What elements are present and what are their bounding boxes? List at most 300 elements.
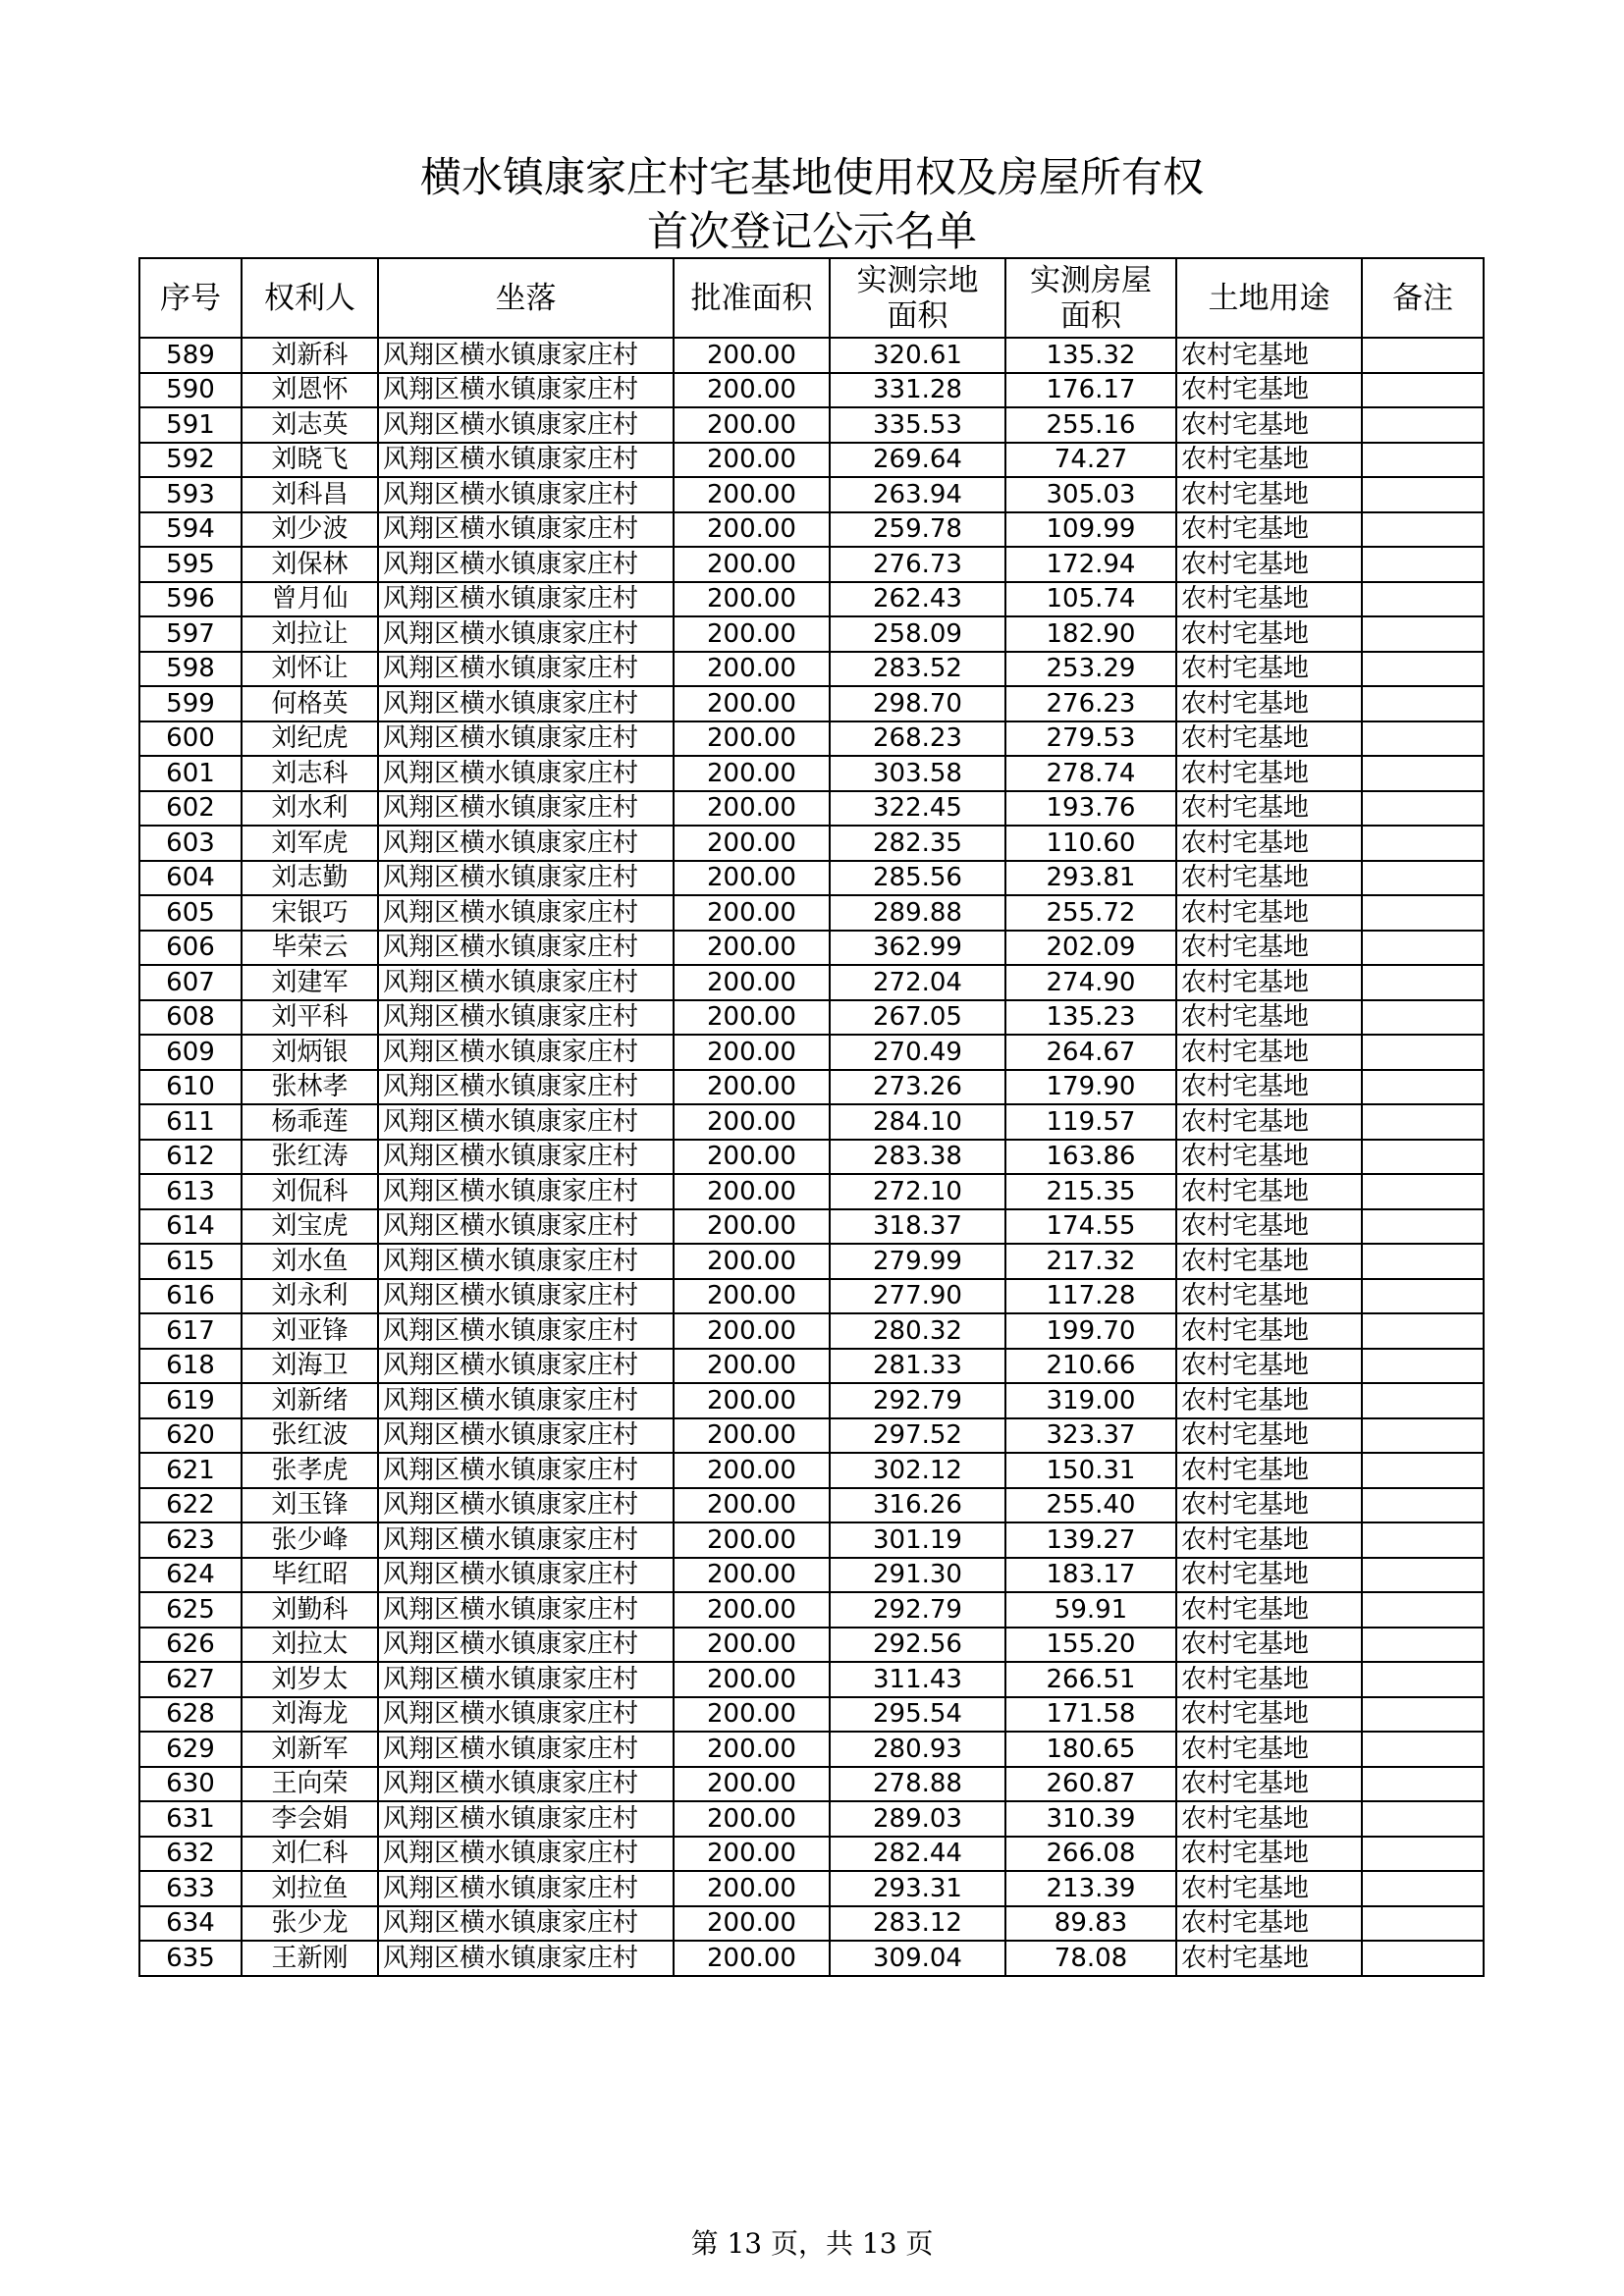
- cell-measured-house-area: 59.91: [1005, 1592, 1176, 1628]
- table-row: [139, 1801, 1484, 1837]
- cell-approved-area: 200.00: [674, 931, 830, 966]
- cell-land-use: 农村宅基地: [1176, 1174, 1362, 1209]
- cell-location: 风翔区横水镇康家庄村: [378, 1349, 674, 1384]
- table-row: [139, 1522, 1484, 1558]
- table-row: [139, 477, 1484, 512]
- table-row: [139, 1592, 1484, 1628]
- cell-remarks: [1362, 931, 1484, 966]
- cell-measured-house-area: 180.65: [1005, 1732, 1176, 1767]
- cell-seq: 616: [139, 1279, 242, 1314]
- cell-measured-land-area: 297.52: [830, 1418, 1005, 1454]
- cell-approved-area: 200.00: [674, 1732, 830, 1767]
- cell-remarks: [1362, 1000, 1484, 1036]
- cell-land-use: 农村宅基地: [1176, 1070, 1362, 1105]
- cell-approved-area: 200.00: [674, 1767, 830, 1802]
- cell-remarks: [1362, 791, 1484, 827]
- cell-land-use: 农村宅基地: [1176, 1035, 1362, 1070]
- cell-location: 风翔区横水镇康家庄村: [378, 1837, 674, 1872]
- header-remarks: 备注: [1362, 258, 1484, 338]
- cell-seq: 593: [139, 477, 242, 512]
- table-row: [139, 373, 1484, 408]
- cell-location: 风翔区横水镇康家庄村: [378, 1767, 674, 1802]
- cell-measured-land-area: 318.37: [830, 1209, 1005, 1245]
- cell-measured-land-area: 262.43: [830, 582, 1005, 617]
- table-row: [139, 338, 1484, 373]
- cell-measured-house-area: 274.90: [1005, 965, 1176, 1000]
- cell-measured-house-area: 199.70: [1005, 1313, 1176, 1349]
- cell-measured-land-area: 311.43: [830, 1662, 1005, 1697]
- cell-measured-land-area: 320.61: [830, 338, 1005, 373]
- cell-measured-house-area: 253.29: [1005, 652, 1176, 687]
- table-row: [139, 1697, 1484, 1733]
- cell-measured-house-area: 135.23: [1005, 1000, 1176, 1036]
- cell-measured-house-area: 278.74: [1005, 756, 1176, 791]
- cell-seq: 634: [139, 1906, 242, 1942]
- cell-owner: 刘新军: [242, 1732, 378, 1767]
- cell-measured-house-area: 266.08: [1005, 1837, 1176, 1872]
- cell-measured-land-area: 272.10: [830, 1174, 1005, 1209]
- cell-owner: 毕荣云: [242, 931, 378, 966]
- cell-owner: 刘海卫: [242, 1349, 378, 1384]
- cell-location: 风翔区横水镇康家庄村: [378, 1801, 674, 1837]
- cell-remarks: [1362, 1488, 1484, 1523]
- cell-seq: 597: [139, 616, 242, 652]
- cell-land-use: 农村宅基地: [1176, 1244, 1362, 1279]
- cell-land-use: 农村宅基地: [1176, 1209, 1362, 1245]
- cell-approved-area: 200.00: [674, 1070, 830, 1105]
- table-row: [139, 1209, 1484, 1245]
- cell-measured-land-area: 292.56: [830, 1628, 1005, 1663]
- cell-remarks: [1362, 1279, 1484, 1314]
- table-row: [139, 1488, 1484, 1523]
- cell-owner: 刘岁太: [242, 1662, 378, 1697]
- cell-remarks: [1362, 1697, 1484, 1733]
- cell-location: 风翔区横水镇康家庄村: [378, 1313, 674, 1349]
- table-row: [139, 861, 1484, 896]
- cell-seq: 590: [139, 373, 242, 408]
- cell-seq: 606: [139, 931, 242, 966]
- cell-location: 风翔区横水镇康家庄村: [378, 1035, 674, 1070]
- cell-location: 风翔区横水镇康家庄村: [378, 1732, 674, 1767]
- cell-location: 风翔区横水镇康家庄村: [378, 1000, 674, 1036]
- cell-measured-land-area: 295.54: [830, 1697, 1005, 1733]
- cell-seq: 625: [139, 1592, 242, 1628]
- cell-measured-land-area: 335.53: [830, 407, 1005, 443]
- cell-seq: 591: [139, 407, 242, 443]
- cell-remarks: [1362, 1383, 1484, 1418]
- cell-location: 风翔区横水镇康家庄村: [378, 443, 674, 478]
- cell-approved-area: 200.00: [674, 616, 830, 652]
- cell-owner: 张红涛: [242, 1140, 378, 1175]
- cell-approved-area: 200.00: [674, 895, 830, 931]
- cell-owner: 刘拉鱼: [242, 1871, 378, 1906]
- cell-measured-land-area: 285.56: [830, 861, 1005, 896]
- table-row: [139, 1000, 1484, 1036]
- cell-location: 风翔区横水镇康家庄村: [378, 686, 674, 721]
- cell-location: 风翔区横水镇康家庄村: [378, 1662, 674, 1697]
- cell-land-use: 农村宅基地: [1176, 1313, 1362, 1349]
- cell-location: 风翔区横水镇康家庄村: [378, 338, 674, 373]
- cell-land-use: 农村宅基地: [1176, 686, 1362, 721]
- cell-location: 风翔区横水镇康家庄村: [378, 791, 674, 827]
- cell-land-use: 农村宅基地: [1176, 1628, 1362, 1663]
- cell-land-use: 农村宅基地: [1176, 338, 1362, 373]
- cell-land-use: 农村宅基地: [1176, 1453, 1362, 1488]
- cell-seq: 629: [139, 1732, 242, 1767]
- cell-seq: 632: [139, 1837, 242, 1872]
- cell-location: 风翔区横水镇康家庄村: [378, 407, 674, 443]
- cell-approved-area: 200.00: [674, 1628, 830, 1663]
- cell-location: 风翔区横水镇康家庄村: [378, 1244, 674, 1279]
- cell-remarks: [1362, 861, 1484, 896]
- cell-seq: 624: [139, 1558, 242, 1593]
- table-row: [139, 407, 1484, 443]
- cell-owner: 刘晓飞: [242, 443, 378, 478]
- cell-approved-area: 200.00: [674, 861, 830, 896]
- cell-seq: 609: [139, 1035, 242, 1070]
- cell-measured-house-area: 171.58: [1005, 1697, 1176, 1733]
- cell-remarks: [1362, 547, 1484, 582]
- table-row: [139, 1313, 1484, 1349]
- cell-owner: 刘志勤: [242, 861, 378, 896]
- cell-owner: 刘仁科: [242, 1837, 378, 1872]
- cell-seq: 610: [139, 1070, 242, 1105]
- cell-measured-land-area: 362.99: [830, 931, 1005, 966]
- cell-land-use: 农村宅基地: [1176, 547, 1362, 582]
- cell-remarks: [1362, 338, 1484, 373]
- cell-measured-house-area: 89.83: [1005, 1906, 1176, 1942]
- cell-location: 风翔区横水镇康家庄村: [378, 1279, 674, 1314]
- cell-land-use: 农村宅基地: [1176, 1592, 1362, 1628]
- table-row: [139, 1767, 1484, 1802]
- cell-measured-land-area: 282.35: [830, 826, 1005, 861]
- cell-remarks: [1362, 407, 1484, 443]
- cell-land-use: 农村宅基地: [1176, 965, 1362, 1000]
- cell-measured-house-area: 276.23: [1005, 686, 1176, 721]
- cell-approved-area: 200.00: [674, 1313, 830, 1349]
- cell-measured-house-area: 182.90: [1005, 616, 1176, 652]
- table-row: [139, 582, 1484, 617]
- cell-seq: 615: [139, 1244, 242, 1279]
- cell-measured-land-area: 289.88: [830, 895, 1005, 931]
- cell-location: 风翔区横水镇康家庄村: [378, 1628, 674, 1663]
- cell-land-use: 农村宅基地: [1176, 1104, 1362, 1140]
- table-row: [139, 791, 1484, 827]
- cell-measured-land-area: 284.10: [830, 1104, 1005, 1140]
- cell-owner: 刘怀让: [242, 652, 378, 687]
- cell-approved-area: 200.00: [674, 1662, 830, 1697]
- cell-remarks: [1362, 1349, 1484, 1384]
- table-row: [139, 1941, 1484, 1976]
- cell-remarks: [1362, 1244, 1484, 1279]
- cell-measured-house-area: 213.39: [1005, 1871, 1176, 1906]
- cell-approved-area: 200.00: [674, 477, 830, 512]
- cell-approved-area: 200.00: [674, 1140, 830, 1175]
- cell-measured-land-area: 322.45: [830, 791, 1005, 827]
- cell-owner: 刘新科: [242, 338, 378, 373]
- table-row: [139, 1244, 1484, 1279]
- cell-land-use: 农村宅基地: [1176, 373, 1362, 408]
- cell-owner: 刘玉锋: [242, 1488, 378, 1523]
- cell-approved-area: 200.00: [674, 1801, 830, 1837]
- cell-location: 风翔区横水镇康家庄村: [378, 616, 674, 652]
- table-row: [139, 443, 1484, 478]
- cell-owner: 王向荣: [242, 1767, 378, 1802]
- cell-owner: 刘宝虎: [242, 1209, 378, 1245]
- table-row: [139, 1906, 1484, 1942]
- cell-measured-land-area: 259.78: [830, 512, 1005, 548]
- header-approved-area: 批准面积: [674, 258, 830, 338]
- cell-remarks: [1362, 1522, 1484, 1558]
- cell-land-use: 农村宅基地: [1176, 407, 1362, 443]
- table-row: [139, 1453, 1484, 1488]
- table-row: [139, 547, 1484, 582]
- cell-remarks: [1362, 756, 1484, 791]
- cell-owner: 刘拉太: [242, 1628, 378, 1663]
- cell-land-use: 农村宅基地: [1176, 477, 1362, 512]
- table-row: [139, 1662, 1484, 1697]
- cell-land-use: 农村宅基地: [1176, 1522, 1362, 1558]
- cell-approved-area: 200.00: [674, 1000, 830, 1036]
- cell-remarks: [1362, 895, 1484, 931]
- cell-owner: 刘勤科: [242, 1592, 378, 1628]
- cell-owner: 宋银巧: [242, 895, 378, 931]
- cell-owner: 刘少波: [242, 512, 378, 548]
- cell-seq: 612: [139, 1140, 242, 1175]
- cell-measured-land-area: 258.09: [830, 616, 1005, 652]
- table-row: [139, 652, 1484, 687]
- header-land-use: 土地用途: [1176, 258, 1362, 338]
- table-row: [139, 756, 1484, 791]
- cell-owner: 王新刚: [242, 1941, 378, 1976]
- cell-measured-house-area: 215.35: [1005, 1174, 1176, 1209]
- cell-measured-land-area: 267.05: [830, 1000, 1005, 1036]
- cell-remarks: [1362, 652, 1484, 687]
- cell-measured-house-area: 135.32: [1005, 338, 1176, 373]
- cell-measured-house-area: 150.31: [1005, 1453, 1176, 1488]
- cell-land-use: 农村宅基地: [1176, 1767, 1362, 1802]
- cell-land-use: 农村宅基地: [1176, 1871, 1362, 1906]
- cell-measured-house-area: 179.90: [1005, 1070, 1176, 1105]
- cell-remarks: [1362, 1732, 1484, 1767]
- page-footer: 第 13 页，共 13 页: [690, 2227, 934, 2260]
- cell-remarks: [1362, 582, 1484, 617]
- cell-approved-area: 200.00: [674, 826, 830, 861]
- table-body: [139, 338, 1484, 1976]
- cell-measured-land-area: 283.52: [830, 652, 1005, 687]
- cell-remarks: [1362, 686, 1484, 721]
- cell-owner: 刘志英: [242, 407, 378, 443]
- cell-land-use: 农村宅基地: [1176, 1383, 1362, 1418]
- cell-seq: 605: [139, 895, 242, 931]
- cell-measured-land-area: 279.99: [830, 1244, 1005, 1279]
- cell-measured-land-area: 316.26: [830, 1488, 1005, 1523]
- cell-owner: 张孝虎: [242, 1453, 378, 1488]
- cell-remarks: [1362, 616, 1484, 652]
- cell-measured-house-area: 109.99: [1005, 512, 1176, 548]
- cell-measured-house-area: 155.20: [1005, 1628, 1176, 1663]
- cell-approved-area: 200.00: [674, 1174, 830, 1209]
- cell-measured-house-area: 279.53: [1005, 721, 1176, 757]
- cell-owner: 刘军虎: [242, 826, 378, 861]
- cell-measured-land-area: 272.04: [830, 965, 1005, 1000]
- cell-land-use: 农村宅基地: [1176, 443, 1362, 478]
- cell-remarks: [1362, 1837, 1484, 1872]
- cell-measured-house-area: 266.51: [1005, 1662, 1176, 1697]
- cell-measured-house-area: 172.94: [1005, 547, 1176, 582]
- table-row: [139, 512, 1484, 548]
- cell-approved-area: 200.00: [674, 721, 830, 757]
- cell-seq: 589: [139, 338, 242, 373]
- cell-measured-land-area: 280.32: [830, 1313, 1005, 1349]
- cell-land-use: 农村宅基地: [1176, 582, 1362, 617]
- header-owner: 权利人: [242, 258, 378, 338]
- cell-approved-area: 200.00: [674, 756, 830, 791]
- cell-approved-area: 200.00: [674, 1522, 830, 1558]
- cell-owner: 毕红昭: [242, 1558, 378, 1593]
- cell-measured-house-area: 105.74: [1005, 582, 1176, 617]
- cell-seq: 627: [139, 1662, 242, 1697]
- cell-seq: 620: [139, 1418, 242, 1454]
- cell-measured-house-area: 255.16: [1005, 407, 1176, 443]
- cell-owner: 刘炳银: [242, 1035, 378, 1070]
- cell-remarks: [1362, 1801, 1484, 1837]
- cell-owner: 刘亚锋: [242, 1313, 378, 1349]
- cell-remarks: [1362, 1035, 1484, 1070]
- cell-measured-land-area: 280.93: [830, 1732, 1005, 1767]
- cell-remarks: [1362, 826, 1484, 861]
- cell-remarks: [1362, 1418, 1484, 1454]
- cell-measured-land-area: 292.79: [830, 1592, 1005, 1628]
- cell-location: 风翔区横水镇康家庄村: [378, 931, 674, 966]
- cell-location: 风翔区横水镇康家庄村: [378, 547, 674, 582]
- header-measured-land-area: 实测宗地 面积: [830, 258, 1005, 338]
- cell-land-use: 农村宅基地: [1176, 721, 1362, 757]
- cell-location: 风翔区横水镇康家庄村: [378, 895, 674, 931]
- cell-remarks: [1362, 1941, 1484, 1976]
- cell-owner: 杨乖莲: [242, 1104, 378, 1140]
- cell-remarks: [1362, 1662, 1484, 1697]
- cell-location: 风翔区横水镇康家庄村: [378, 1140, 674, 1175]
- cell-land-use: 农村宅基地: [1176, 931, 1362, 966]
- cell-location: 风翔区横水镇康家庄村: [378, 1592, 674, 1628]
- cell-land-use: 农村宅基地: [1176, 826, 1362, 861]
- cell-approved-area: 200.00: [674, 1453, 830, 1488]
- cell-approved-area: 200.00: [674, 512, 830, 548]
- cell-measured-house-area: 78.08: [1005, 1941, 1176, 1976]
- document-title-line2: 首次登记公示名单: [646, 207, 977, 255]
- cell-approved-area: 200.00: [674, 686, 830, 721]
- cell-seq: 628: [139, 1697, 242, 1733]
- cell-owner: 刘新绪: [242, 1383, 378, 1418]
- cell-approved-area: 200.00: [674, 1035, 830, 1070]
- cell-measured-house-area: 139.27: [1005, 1522, 1176, 1558]
- header-seq: 序号: [139, 258, 242, 338]
- cell-seq: 595: [139, 547, 242, 582]
- cell-location: 风翔区横水镇康家庄村: [378, 965, 674, 1000]
- cell-measured-land-area: 293.31: [830, 1871, 1005, 1906]
- cell-land-use: 农村宅基地: [1176, 1349, 1362, 1384]
- cell-owner: 曾月仙: [242, 582, 378, 617]
- cell-approved-area: 200.00: [674, 582, 830, 617]
- cell-measured-house-area: 264.67: [1005, 1035, 1176, 1070]
- cell-seq: 603: [139, 826, 242, 861]
- cell-measured-land-area: 273.26: [830, 1070, 1005, 1105]
- cell-seq: 598: [139, 652, 242, 687]
- cell-approved-area: 200.00: [674, 1244, 830, 1279]
- cell-location: 风翔区横水镇康家庄村: [378, 512, 674, 548]
- cell-approved-area: 200.00: [674, 1209, 830, 1245]
- cell-measured-land-area: 282.44: [830, 1837, 1005, 1872]
- table-row: [139, 1349, 1484, 1384]
- cell-measured-land-area: 298.70: [830, 686, 1005, 721]
- cell-approved-area: 200.00: [674, 338, 830, 373]
- cell-seq: 630: [139, 1767, 242, 1802]
- cell-seq: 607: [139, 965, 242, 1000]
- table-row: [139, 965, 1484, 1000]
- table-row: [139, 1140, 1484, 1175]
- cell-location: 风翔区横水镇康家庄村: [378, 1558, 674, 1593]
- cell-location: 风翔区横水镇康家庄村: [378, 1522, 674, 1558]
- cell-measured-house-area: 217.32: [1005, 1244, 1176, 1279]
- table-row: [139, 1732, 1484, 1767]
- cell-owner: 刘侃科: [242, 1174, 378, 1209]
- cell-location: 风翔区横水镇康家庄村: [378, 1174, 674, 1209]
- cell-owner: 张少峰: [242, 1522, 378, 1558]
- cell-land-use: 农村宅基地: [1176, 791, 1362, 827]
- table-row: [139, 1279, 1484, 1314]
- cell-seq: 621: [139, 1453, 242, 1488]
- cell-owner: 何格英: [242, 686, 378, 721]
- cell-measured-land-area: 303.58: [830, 756, 1005, 791]
- cell-remarks: [1362, 373, 1484, 408]
- cell-seq: 592: [139, 443, 242, 478]
- cell-remarks: [1362, 1767, 1484, 1802]
- cell-remarks: [1362, 1558, 1484, 1593]
- cell-seq: 618: [139, 1349, 242, 1384]
- cell-approved-area: 200.00: [674, 1349, 830, 1384]
- cell-approved-area: 200.00: [674, 443, 830, 478]
- cell-remarks: [1362, 1209, 1484, 1245]
- cell-seq: 596: [139, 582, 242, 617]
- cell-measured-land-area: 283.38: [830, 1140, 1005, 1175]
- cell-approved-area: 200.00: [674, 1837, 830, 1872]
- cell-remarks: [1362, 1453, 1484, 1488]
- cell-measured-house-area: 310.39: [1005, 1801, 1176, 1837]
- cell-approved-area: 200.00: [674, 1104, 830, 1140]
- table-row: [139, 895, 1484, 931]
- cell-approved-area: 200.00: [674, 547, 830, 582]
- cell-owner: 张少龙: [242, 1906, 378, 1942]
- table-row: [139, 686, 1484, 721]
- cell-approved-area: 200.00: [674, 1558, 830, 1593]
- table-row: [139, 1418, 1484, 1454]
- table-row: [139, 616, 1484, 652]
- cell-remarks: [1362, 1104, 1484, 1140]
- table-row: [139, 721, 1484, 757]
- cell-approved-area: 200.00: [674, 1941, 830, 1976]
- cell-land-use: 农村宅基地: [1176, 1000, 1362, 1036]
- cell-location: 风翔区横水镇康家庄村: [378, 373, 674, 408]
- cell-land-use: 农村宅基地: [1176, 1558, 1362, 1593]
- cell-land-use: 农村宅基地: [1176, 652, 1362, 687]
- cell-land-use: 农村宅基地: [1176, 616, 1362, 652]
- cell-location: 风翔区横水镇康家庄村: [378, 1453, 674, 1488]
- cell-location: 风翔区横水镇康家庄村: [378, 1383, 674, 1418]
- cell-measured-house-area: 323.37: [1005, 1418, 1176, 1454]
- cell-measured-house-area: 202.09: [1005, 931, 1176, 966]
- cell-measured-house-area: 119.57: [1005, 1104, 1176, 1140]
